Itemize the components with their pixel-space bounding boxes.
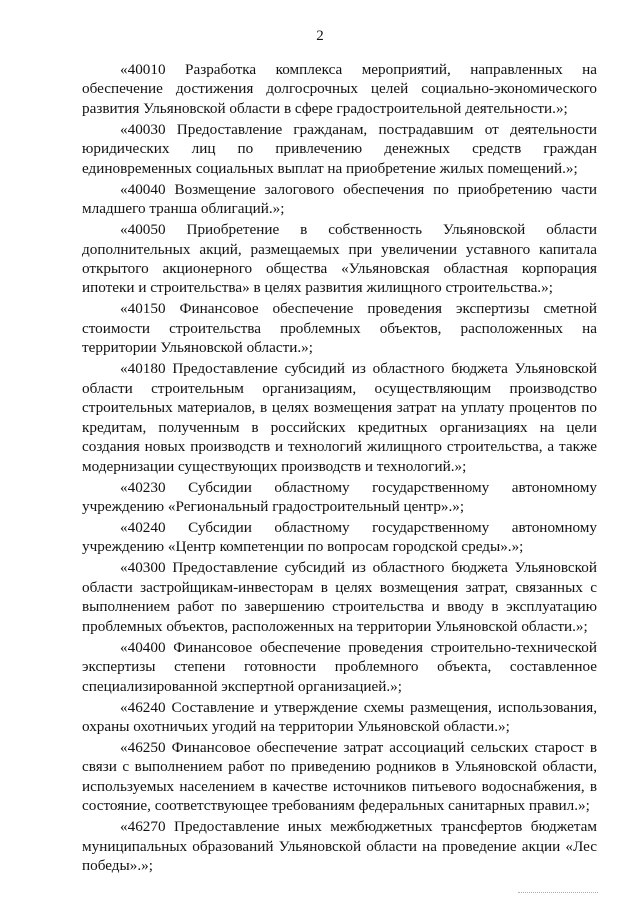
paragraph-46240: «46240 Составление и утверждение схемы размещения, использования, охраны охотничьих угодий на территории Ульяновской области.»; xyxy=(82,698,597,735)
paragraph-40150: «40150 Финансовое обеспечение проведения экспертизы сметной стоимости строительства проблемных объектов, расположенных на территории Ульяновской области.»; xyxy=(82,300,597,357)
footer-dotted-mark xyxy=(518,892,598,893)
paragraph-40230: «40230 Субсидии областному государственному автономному учреждению «Региональный градостроительный центр».»; xyxy=(82,478,597,515)
paragraph-40240: «40240 Субсидии областному государственному автономному учреждению «Центр компетенции по вопросам городской среды».»; xyxy=(82,518,597,556)
paragraph-40400: «40400 Финансовое обеспечение проведения строительно-технической экспертизы степени готовности проблемного объекта, составленное специализированной экспертной организацией.»; xyxy=(82,638,597,695)
page-number: 2 xyxy=(316,28,324,44)
paragraph-46270: «46270 Предоставление иных межбюджетных трансфертов бюджетам муниципальных образований Ульяновской области на проведение акции «Лес победы».»; xyxy=(82,818,597,875)
paragraph-40010: «40010 Разработка комплекса мероприятий, направленных на обеспечение достижения долгосрочных целей социально-экономического развития Ульяновской области в сфере градостроительной деятельности.»; xyxy=(82,61,597,117)
paragraph-40050: «40050 Приобретение в собственность Ульяновской области дополнительных акций, размещаемых при увеличении уставного капитала открытого акционерного общества «Ульяновская областная корпорация ипотеки и строительства» в целях развития жилищного строительства.»; xyxy=(82,221,597,297)
paragraph-40300: «40300 Предоставление субсидий из областного бюджета Ульяновской области застройщикам-инвесторам в целях возмещения затрат, связанных с выполнением работ по завершению строительства и вводу в эксплуатацию проблемных объектов, расположенных на территории Ульяновской области.»; xyxy=(82,559,597,635)
paragraph-40180: «40180 Предоставление субсидий из областного бюджета Ульяновской области строительным организациям, осуществляющим производство строительных материалов, в целях возмещения затрат на уплату процентов по кредитам, полученным в российских кредитных организациях на цели создания новых производств и технологий жилищного строительства, а также модернизации существующих производств и технологий.»; xyxy=(82,360,597,475)
paragraph-46250: «46250 Финансовое обеспечение затрат ассоциаций сельских старост в связи с выполнением работ по приведению родников в Ульяновской области, используемых населением в качестве источников питьевого водоснабжения, в состояние, соответствующее требованиям федеральных санитарных правил.»; xyxy=(82,738,597,815)
paragraph-40030: «40030 Предоставление гражданам, пострадавшим от деятельности юридических лиц по привлечению денежных средств граждан единовременных социальных выплат на приобретение жилых помещений.»; xyxy=(82,120,597,177)
paragraph-40040: «40040 Возмещение залогового обеспечения по приобретению части младшего транша облигаций.»; xyxy=(82,180,597,218)
document-body xyxy=(82,60,597,877)
